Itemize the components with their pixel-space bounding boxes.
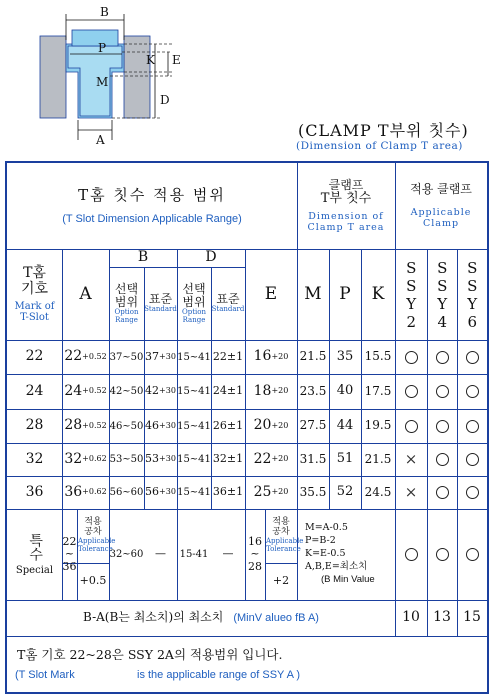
clamp-t-title-2: T부 칫수 [320,191,372,206]
cell-value: 52 [336,484,354,500]
clamp-t-subtitle: Dimension of Clamp T area [307,211,385,233]
row-22-ssy-mark [457,340,487,374]
row-28-ssy-mark [457,409,487,443]
cell-value: 15~41 [177,420,211,432]
cell-value: 42~50 [109,386,144,397]
cell-tolerance: +20 [271,351,289,361]
col-B: B [137,249,149,266]
cell-value: 40 [336,383,354,399]
special-ssy2-mark [405,548,418,561]
row-36-a [62,476,109,509]
cell-value: 18 [253,382,272,399]
row-28-a [62,409,109,443]
formula-3: K=E-0.5 [305,548,346,560]
cell-value: 25 [253,483,272,500]
row-32-e [245,443,297,476]
row-22-d_std [211,340,245,374]
cell-value: 15~41 [177,351,211,363]
row-28-d_opt [177,409,211,443]
row-28-b_std [144,409,177,443]
cell-tolerance: +0.62 [82,487,107,497]
special-a-range-2: ~ [64,547,75,561]
row-22-d_opt [177,340,211,374]
row-32-b_std [144,443,177,476]
min-value-ssy4: 13 [433,609,451,626]
row-22-ssy-mark [427,340,457,374]
row-36-b_opt [109,476,144,509]
min-row-en: (MinV alueo fB A) [233,611,319,624]
label-E: E [172,53,181,67]
label-B: B [100,5,109,19]
special-label-ko: 특수 [27,533,44,561]
circle-mark [405,385,418,398]
row-32-p [329,443,361,476]
cell-value: 17.5 [364,383,392,398]
row-36-ssy-mark [457,476,487,509]
cell-value: 51 [336,451,354,467]
circle-mark [436,453,449,466]
special-a-tol-en: Applicable Tolerance [78,537,116,553]
row-28-ssy-mark [395,409,427,443]
special-e-tol-value: +2 [272,574,290,588]
row-24-d_opt [177,374,211,409]
col-P: P [339,284,351,305]
cell-value: 15~41 [177,454,211,465]
t-slot-range-subtitle: (T Slot Dimension Applicable Range) [62,213,242,226]
cell-value: 24±1 [212,384,244,398]
row-28-d_std [211,409,245,443]
clamp-t-title-1: 클램프 [328,177,364,192]
col-M: M [304,284,322,305]
row-28-mark [7,409,62,443]
row-24-p [329,374,361,409]
cell-value: 37~50 [109,351,144,363]
cell-tolerance: +0.62 [82,454,107,464]
row-36-ssy-mark [395,476,427,509]
row-24-d_std [211,374,245,409]
row-22-m [297,340,329,374]
cell-tolerance: +30 [159,351,176,361]
row-22-b_opt [109,340,144,374]
cell-value: 20 [253,417,272,434]
row-32-d_opt [177,443,211,476]
special-a-range-3: 36 [62,559,77,573]
col-mark-2: 기호 [20,280,49,297]
cell-tolerance: +0.52 [82,386,107,396]
b-option-label: 선택 범위 [114,281,139,309]
cell-value: 56~60 [109,487,144,498]
cell-value: 15~41 [177,487,211,498]
cell-value: 24.5 [364,484,392,499]
cross-mark: × [404,483,418,502]
circle-mark [436,486,449,499]
row-32-b_opt [109,443,144,476]
row-32-ssy-mark [457,443,487,476]
cell-value: 27.5 [299,418,327,433]
col-mark-sub: Mark of T-Slot [14,300,55,323]
footer-note-en-2: is the applicable range of SSY A ) [137,669,301,681]
special-b-opt: 32~60 [109,549,144,560]
circle-mark [436,351,449,364]
row-24-b_std [144,374,177,409]
footer-note-ko: T홈 기호 22~28은 SSY 2A의 적용범위 입니다. [17,647,283,662]
row-24-a [62,374,109,409]
cell-value: 24 [25,382,44,399]
label-A: A [96,133,105,147]
col-ssy6: SSY6 [463,258,482,331]
row-22-ssy-mark [395,340,427,374]
cell-value: 15.5 [364,349,392,364]
t-slot-range-title: T홈 칫수 적용 범위 [78,185,226,204]
cell-tolerance: +20 [271,487,289,497]
special-e-range-3: 28 [248,559,262,573]
formula-5: (B Min Value [321,573,375,585]
row-32-ssy-mark [395,443,427,476]
min-value-ssy6: 15 [463,609,481,626]
row-28-p [329,409,361,443]
min-row-text: B-A(B는 최소치)의 최소치 [83,610,224,625]
col-ssy4: SSY4 [433,258,452,331]
min-value-ssy2: 10 [402,609,420,626]
cell-value: 22±1 [212,349,244,363]
row-22-e [245,340,297,374]
col-mark-1: T홈 [23,265,46,282]
cell-value: 32±1 [212,452,244,466]
row-32-d_std [211,443,245,476]
row-28-b_opt [109,409,144,443]
cell-value: 53~50 [109,454,144,465]
cell-value: 26±1 [212,418,244,432]
row-22-b_std [144,340,177,374]
dimension-table [5,161,489,694]
cell-tolerance: +30 [159,454,176,464]
label-M: M [96,75,109,89]
cell-value: 22 [64,348,83,365]
row-32-mark [7,443,62,476]
cell-value: 32 [64,450,83,467]
d-option-en: Option Range [182,308,206,324]
clamp-header-title: (CLAMP T부위 칫수) [298,121,469,140]
row-36-ssy-mark [427,476,457,509]
row-24-ssy-mark [395,374,427,409]
cell-value: 21.5 [364,451,392,466]
col-K: K [371,284,385,305]
row-22-p [329,340,361,374]
clamp-header-subtitle: (Dimension of Clamp T area) [296,140,463,152]
clamp-t-head [68,46,122,116]
special-a-tol-value: +0.5 [79,574,107,588]
d-standard-en: Standard [211,305,245,314]
row-36-d_std [211,476,245,509]
row-36-b_std [144,476,177,509]
b-option-en: Option Range [114,308,139,324]
col-D: D [205,249,217,266]
row-24-mark [7,374,62,409]
special-e-tol-en: Applicable Tolerance [266,537,304,553]
cell-tolerance: +20 [271,454,289,464]
col-ssy2: SSY2 [402,258,421,331]
circle-mark [466,420,479,433]
row-24-k [361,374,395,409]
cell-value: 37 [145,349,160,363]
cell-value: 36 [64,483,83,500]
cell-tolerance: +20 [271,420,289,430]
row-36-d_opt [177,476,211,509]
special-d-std: — [222,547,234,561]
circle-mark [466,453,479,466]
special-b-std: — [155,547,166,561]
cell-value: 22 [253,450,272,467]
row-36-p [329,476,361,509]
row-36-mark [7,476,62,509]
cell-value: 28 [25,417,44,434]
cell-value: 46 [145,418,160,432]
row-24-e [245,374,297,409]
cell-tolerance: +0.52 [82,420,107,430]
label-D: D [160,93,170,107]
row-22-mark [7,340,62,374]
col-E: E [264,284,278,305]
formula-2: P=B-2 [305,535,336,547]
cell-value: 35 [336,348,354,364]
row-24-m [297,374,329,409]
special-a-range-1: 22 [62,535,77,549]
circle-mark [405,351,418,364]
cell-value: 36 [25,483,44,500]
row-24-ssy-mark [457,374,487,409]
cell-tolerance: +30 [159,487,176,497]
label-P: P [98,41,107,55]
row-28-k [361,409,395,443]
label-K: K [146,53,155,67]
row-24-b_opt [109,374,144,409]
special-a-tol-label: 적용 공차 [84,517,102,538]
circle-mark [466,385,479,398]
d-option-label: 선택 범위 [182,281,206,309]
cell-value: 22 [25,348,44,365]
b-standard-en: Standard [144,305,177,314]
b-standard-label: 표준 [148,292,173,307]
row-28-m [297,409,329,443]
circle-mark [466,486,479,499]
special-e-range-1: 16 [248,535,262,549]
formula-1: M=A-0.5 [305,522,348,534]
row-32-ssy-mark [427,443,457,476]
row-32-m [297,443,329,476]
row-24-ssy-mark [427,374,457,409]
cell-value: 35.5 [299,484,327,499]
applicable-clamp-title: 적용 클램프 [410,181,472,196]
d-standard-label: 표준 [216,292,240,307]
special-ssy4-mark [436,548,449,561]
row-22-a [62,340,109,374]
circle-mark [466,351,479,364]
row-22-k [361,340,395,374]
cell-value: 36±1 [212,485,244,499]
row-28-e [245,409,297,443]
col-A: A [79,284,92,305]
special-e-range-2: ~ [250,547,260,561]
special-e-tol-label: 적용 공차 [272,517,290,538]
cell-value: 46~50 [109,420,144,432]
cell-value: 24 [64,382,83,399]
cell-value: 31.5 [299,451,327,466]
row-32-a [62,443,109,476]
special-ssy6-mark [466,548,479,561]
circle-mark [436,385,449,398]
special-d-opt: 15-41 [179,549,209,560]
footer-note-en-1: (T Slot Mark [15,669,75,681]
applicable-clamp-subtitle: Applicable Clamp [410,207,472,229]
cell-value: 56 [145,485,160,499]
row-36-m [297,476,329,509]
row-36-k [361,476,395,509]
cell-value: 42 [145,384,160,398]
cell-tolerance: +30 [159,420,176,430]
cell-tolerance: +0.52 [82,351,107,361]
cell-tolerance: +30 [159,386,176,396]
cell-value: 23.5 [299,383,327,398]
table-block-left [40,36,66,118]
cell-value: 21.5 [299,349,327,364]
formula-4: A,B,E=최소치 [305,560,368,572]
circle-mark [436,420,449,433]
cell-value: 15~41 [177,386,211,397]
row-32-k [361,443,395,476]
row-36-e [245,476,297,509]
row-28-ssy-mark [427,409,457,443]
cell-value: 44 [336,417,354,433]
cell-value: 19.5 [364,418,392,433]
table-block-right [124,36,150,118]
clamp-top-block [72,30,118,46]
cell-tolerance: +20 [271,386,289,396]
cell-value: 53 [145,452,160,466]
cell-value: 16 [253,348,272,365]
cell-value: 32 [25,450,44,467]
cross-mark: × [404,450,418,469]
circle-mark [405,420,418,433]
cell-value: 28 [64,417,83,434]
special-label-en: Special [15,565,54,576]
